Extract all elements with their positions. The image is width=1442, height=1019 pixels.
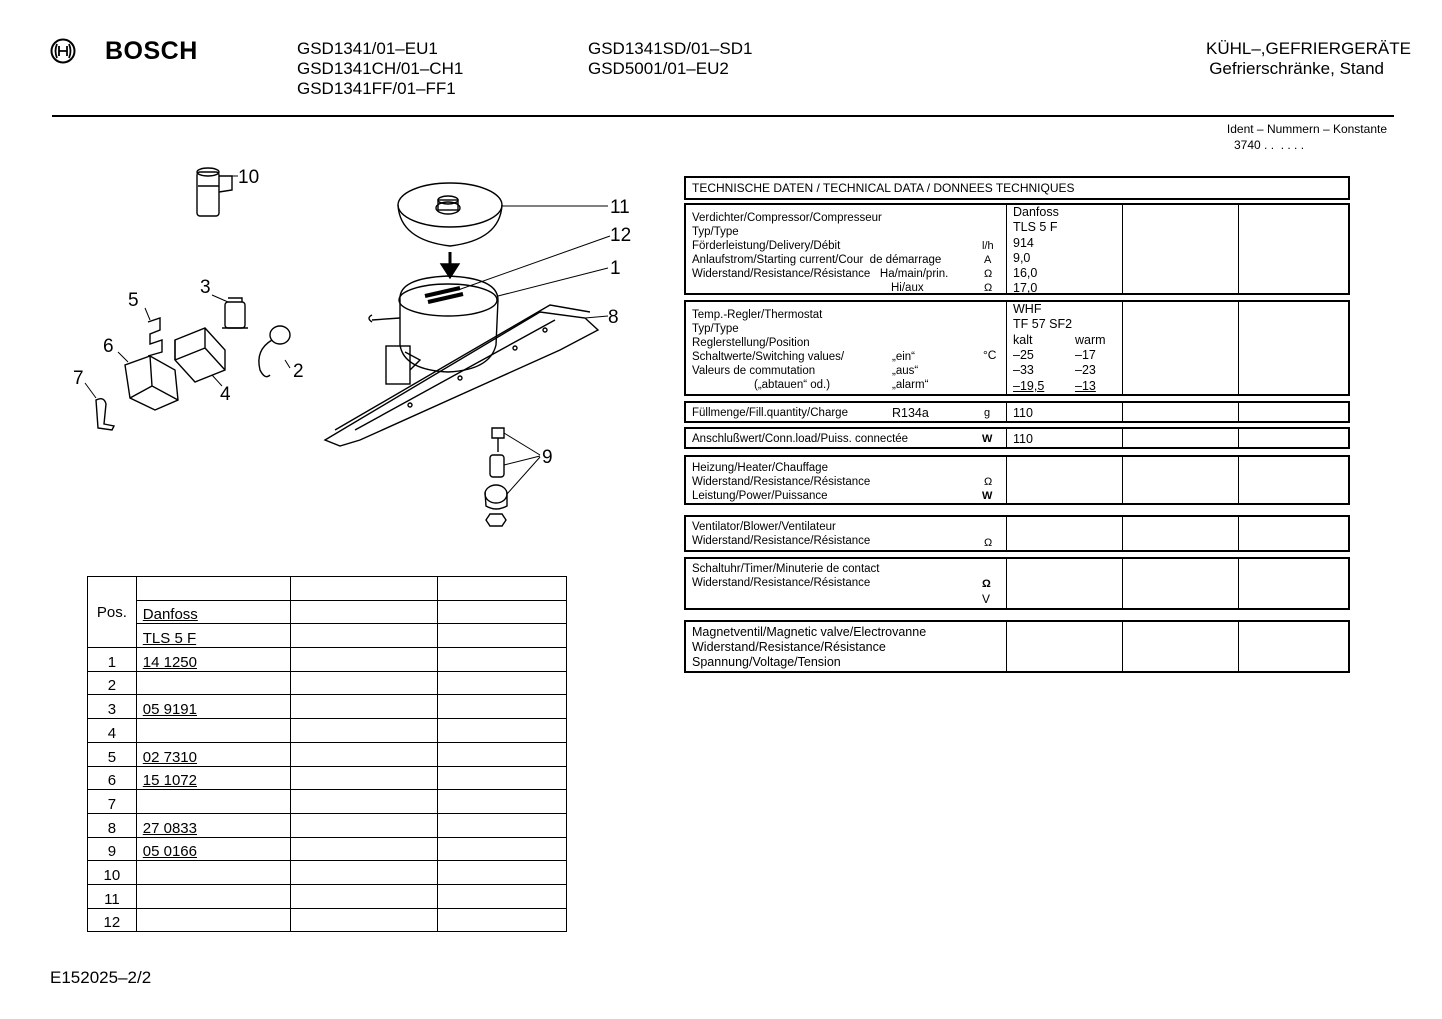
callout-label: 5 bbox=[128, 290, 139, 311]
compressor-section bbox=[684, 203, 1350, 295]
table-cell bbox=[437, 671, 566, 695]
callout-label: 1 bbox=[610, 258, 621, 279]
thermostat-value: WHF bbox=[1013, 302, 1042, 316]
warm-value: –17 bbox=[1075, 348, 1096, 362]
pos-cell: 9 bbox=[88, 837, 137, 861]
part-number-cell: 02 7310 bbox=[136, 742, 290, 766]
model-number: GSD5001/01–EU2 bbox=[588, 59, 729, 78]
unit-label: l/h bbox=[982, 240, 994, 252]
base-rail-part bbox=[325, 305, 598, 446]
heater-line: Heizung/Heater/Chauffage bbox=[692, 462, 828, 474]
bracket-part bbox=[96, 399, 114, 430]
bosch-armature-icon bbox=[50, 38, 76, 64]
unit-label: Ω bbox=[982, 578, 991, 590]
table-row bbox=[88, 837, 567, 861]
pos-cell: 1 bbox=[88, 648, 137, 672]
ident-label: Ident – Nummern – Konstante bbox=[1226, 122, 1387, 136]
document-code: E152025–2/2 bbox=[50, 968, 152, 987]
terminal-cover-part bbox=[125, 356, 178, 410]
model-number: GSD1341SD/01–SD1 bbox=[588, 39, 753, 58]
thermostat-line: Typ/Type bbox=[692, 323, 739, 335]
pos-cell: 7 bbox=[88, 790, 137, 814]
tech-data-title-box bbox=[684, 176, 1350, 200]
blower-section bbox=[684, 515, 1350, 552]
unit-label: Ω bbox=[984, 537, 993, 549]
model-cell: TLS 5 F bbox=[136, 624, 290, 648]
blower-line: Widerstand/Resistance/Résistance bbox=[692, 535, 871, 547]
compressor-value: Danfoss bbox=[1013, 205, 1059, 219]
kalt-value: kalt bbox=[1013, 333, 1033, 347]
pos-cell: 10 bbox=[88, 861, 137, 885]
table-cell bbox=[437, 624, 566, 648]
timer-line: Widerstand/Resistance/Résistance bbox=[692, 577, 871, 589]
compressor-line: Typ/Type bbox=[692, 226, 739, 238]
thermostat-line: Schaltwerte/Switching values/ bbox=[692, 351, 845, 363]
drip-tray-part bbox=[398, 183, 502, 246]
compressor-line: Hi/aux bbox=[891, 282, 924, 294]
pos-cell: 6 bbox=[88, 766, 137, 790]
compressor-line: Anlaufstrom/Starting current/Cour de démarrage bbox=[692, 254, 942, 266]
cable-part bbox=[259, 326, 290, 377]
unit-label: W bbox=[982, 490, 993, 502]
model-list-2 bbox=[588, 39, 752, 79]
table-row bbox=[88, 648, 567, 672]
thermostat-section bbox=[684, 300, 1350, 396]
pos-cell: 12 bbox=[88, 908, 137, 932]
kalt-value: –19,5 bbox=[1013, 379, 1045, 393]
table-cell bbox=[437, 790, 566, 814]
refrigerant-type: R134a bbox=[892, 406, 929, 420]
warm-value: warm bbox=[1075, 333, 1106, 347]
table-cell bbox=[437, 837, 566, 861]
table-row bbox=[88, 884, 567, 908]
compressor-line: Widerstand/Resistance/Résistance Ha/main/prin. bbox=[692, 268, 949, 280]
valve-line: Magnetventil/Magnetic valve/Electrovanne bbox=[692, 625, 927, 639]
category-subtitle: Gefrierschränke, Stand bbox=[1209, 59, 1384, 78]
part-number-cell bbox=[136, 884, 290, 908]
callout-label: 2 bbox=[293, 361, 304, 382]
part-number-cell: 05 0166 bbox=[136, 837, 290, 861]
table-row bbox=[88, 624, 567, 648]
unit-label: Ω bbox=[984, 282, 993, 294]
part-number-cell bbox=[136, 790, 290, 814]
table-row bbox=[88, 908, 567, 932]
unit-label: Ω bbox=[984, 268, 993, 280]
table-cell bbox=[437, 884, 566, 908]
table-row bbox=[88, 600, 567, 624]
table-cell bbox=[290, 766, 437, 790]
table-cell bbox=[437, 648, 566, 672]
compressor-value: 17,0 bbox=[1013, 281, 1038, 295]
compressor-value: 9,0 bbox=[1013, 251, 1031, 265]
model-number: GSD1341/01–EU1 bbox=[297, 39, 438, 58]
warm-value: –23 bbox=[1075, 363, 1096, 377]
kalt-value: –25 bbox=[1013, 348, 1034, 362]
callout-label: 10 bbox=[238, 167, 260, 188]
table-row bbox=[88, 813, 567, 837]
part-number-cell: 05 9191 bbox=[136, 695, 290, 719]
table-row bbox=[88, 861, 567, 885]
protector-box-part bbox=[175, 328, 225, 382]
pos-cell: 4 bbox=[88, 719, 137, 743]
callout-label: 6 bbox=[103, 336, 114, 357]
tech-data-title: TECHNISCHE DATEN / TECHNICAL DATA / DONNEES TECHNIQUES bbox=[692, 181, 1075, 195]
table-cell bbox=[290, 624, 437, 648]
unit-label: A bbox=[984, 254, 992, 266]
part-number-cell bbox=[136, 908, 290, 932]
model-number: GSD1341CH/01–CH1 bbox=[297, 59, 464, 78]
table-cell bbox=[437, 577, 566, 601]
heater-line: Widerstand/Resistance/Résistance bbox=[692, 476, 871, 488]
unit-label: °C bbox=[983, 348, 997, 362]
table-row bbox=[88, 719, 567, 743]
load-value: 110 bbox=[1013, 432, 1033, 446]
ident-value: 3740 . . . . . . bbox=[1234, 138, 1305, 152]
table-cell bbox=[290, 884, 437, 908]
kalt-value: –33 bbox=[1013, 363, 1034, 377]
timer-line: Schaltuhr/Timer/Minuterie de contact bbox=[692, 563, 880, 575]
thermostat-line: („abtauen“ od.) bbox=[754, 379, 831, 391]
table-cell bbox=[437, 600, 566, 624]
table-cell bbox=[290, 908, 437, 932]
thermostat-line: Temp.-Regler/Thermostat bbox=[692, 309, 823, 321]
table-cell bbox=[437, 813, 566, 837]
part-number-cell: 14 1250 bbox=[136, 648, 290, 672]
table-cell bbox=[290, 837, 437, 861]
callout-label: 4 bbox=[220, 384, 231, 405]
table-cell bbox=[136, 577, 290, 601]
pos-cell: 2 bbox=[88, 671, 137, 695]
unit-label: W bbox=[982, 433, 993, 445]
valve-section bbox=[684, 620, 1350, 673]
compressor-part bbox=[369, 276, 498, 384]
charge-value: 110 bbox=[1013, 406, 1033, 420]
table-cell bbox=[290, 790, 437, 814]
relay-part bbox=[222, 298, 248, 328]
pos-cell: 5 bbox=[88, 742, 137, 766]
switch-state: „alarm“ bbox=[892, 379, 929, 391]
callout-label: 3 bbox=[200, 277, 211, 298]
table-cell bbox=[290, 671, 437, 695]
compressor-value: 16,0 bbox=[1013, 266, 1038, 280]
valve-line: Spannung/Voltage/Tension bbox=[692, 655, 841, 669]
thermostat-line: Valeurs de commutation bbox=[692, 365, 816, 377]
part-number-cell: 15 1072 bbox=[136, 766, 290, 790]
part-number-cell bbox=[136, 671, 290, 695]
valve-line: Widerstand/Resistance/Résistance bbox=[692, 640, 886, 654]
thermostat-value: TF 57 SF2 bbox=[1013, 317, 1073, 331]
clip-part bbox=[148, 318, 162, 356]
charge-section bbox=[684, 401, 1350, 423]
thermostat-line: Reglerstellung/Position bbox=[692, 337, 810, 349]
pos-cell: 3 bbox=[88, 695, 137, 719]
compressor-line: Verdichter/Compressor/Compresseur bbox=[692, 212, 882, 224]
callout-label: 12 bbox=[610, 225, 632, 246]
switch-state: „aus“ bbox=[892, 365, 919, 377]
compressor-value: 914 bbox=[1013, 236, 1034, 250]
table-cell bbox=[290, 695, 437, 719]
load-section bbox=[684, 427, 1350, 449]
table-cell bbox=[437, 861, 566, 885]
table-cell bbox=[437, 742, 566, 766]
pos-cell: 8 bbox=[88, 813, 137, 837]
callout-label: 11 bbox=[610, 197, 630, 218]
table-row bbox=[88, 742, 567, 766]
switch-state: „ein“ bbox=[892, 351, 916, 363]
table-cell bbox=[290, 719, 437, 743]
pos-cell: 11 bbox=[88, 884, 137, 908]
warm-value: –13 bbox=[1075, 379, 1096, 393]
table-row bbox=[88, 790, 567, 814]
heater-line: Leistung/Power/Puissance bbox=[692, 490, 828, 502]
part-number-cell bbox=[136, 719, 290, 743]
table-cell bbox=[290, 742, 437, 766]
capacitor-part bbox=[197, 168, 232, 216]
table-cell bbox=[437, 766, 566, 790]
compressor-value: TLS 5 F bbox=[1013, 220, 1058, 234]
timer-section bbox=[684, 557, 1350, 610]
table-row bbox=[88, 577, 567, 601]
blower-line: Ventilator/Blower/Ventilateur bbox=[692, 521, 836, 533]
table-cell bbox=[290, 861, 437, 885]
header-divider bbox=[52, 115, 1394, 117]
model-number: GSD1341FF/01–FF1 bbox=[297, 79, 456, 98]
unit-label: V bbox=[982, 592, 991, 606]
callout-label: 9 bbox=[542, 447, 553, 468]
category-title: KÜHL–,GEFRIERGERÄTE bbox=[1206, 39, 1411, 58]
callout-label: 8 bbox=[608, 307, 619, 328]
mounting-bolts-part bbox=[485, 428, 507, 526]
unit-label: g bbox=[984, 407, 991, 419]
brand-name: BOSCH bbox=[105, 37, 198, 65]
compressor-line: Förderleistung/Delivery/Débit bbox=[692, 240, 841, 252]
part-number-cell: 27 0833 bbox=[136, 813, 290, 837]
model-list-1 bbox=[297, 39, 463, 99]
table-cell bbox=[437, 908, 566, 932]
table-row bbox=[88, 695, 567, 719]
table-cell bbox=[290, 813, 437, 837]
table-cell bbox=[290, 648, 437, 672]
charge-label: Füllmenge/Fill.quantity/Charge bbox=[692, 407, 848, 419]
table-row bbox=[88, 671, 567, 695]
parts-table bbox=[87, 576, 567, 932]
unit-label: Ω bbox=[984, 476, 993, 488]
load-label: Anschlußwert/Conn.load/Puiss. connectée bbox=[692, 433, 909, 445]
table-cell bbox=[437, 695, 566, 719]
callout-label: 7 bbox=[73, 368, 84, 389]
table-cell bbox=[290, 577, 437, 601]
table-row bbox=[88, 766, 567, 790]
heater-section bbox=[684, 455, 1350, 505]
table-cell bbox=[437, 719, 566, 743]
part-number-cell bbox=[136, 861, 290, 885]
exploded-parts-diagram bbox=[60, 150, 660, 530]
pos-header: Pos. bbox=[88, 577, 137, 648]
brand-cell: Danfoss bbox=[136, 600, 290, 624]
table-cell bbox=[290, 600, 437, 624]
